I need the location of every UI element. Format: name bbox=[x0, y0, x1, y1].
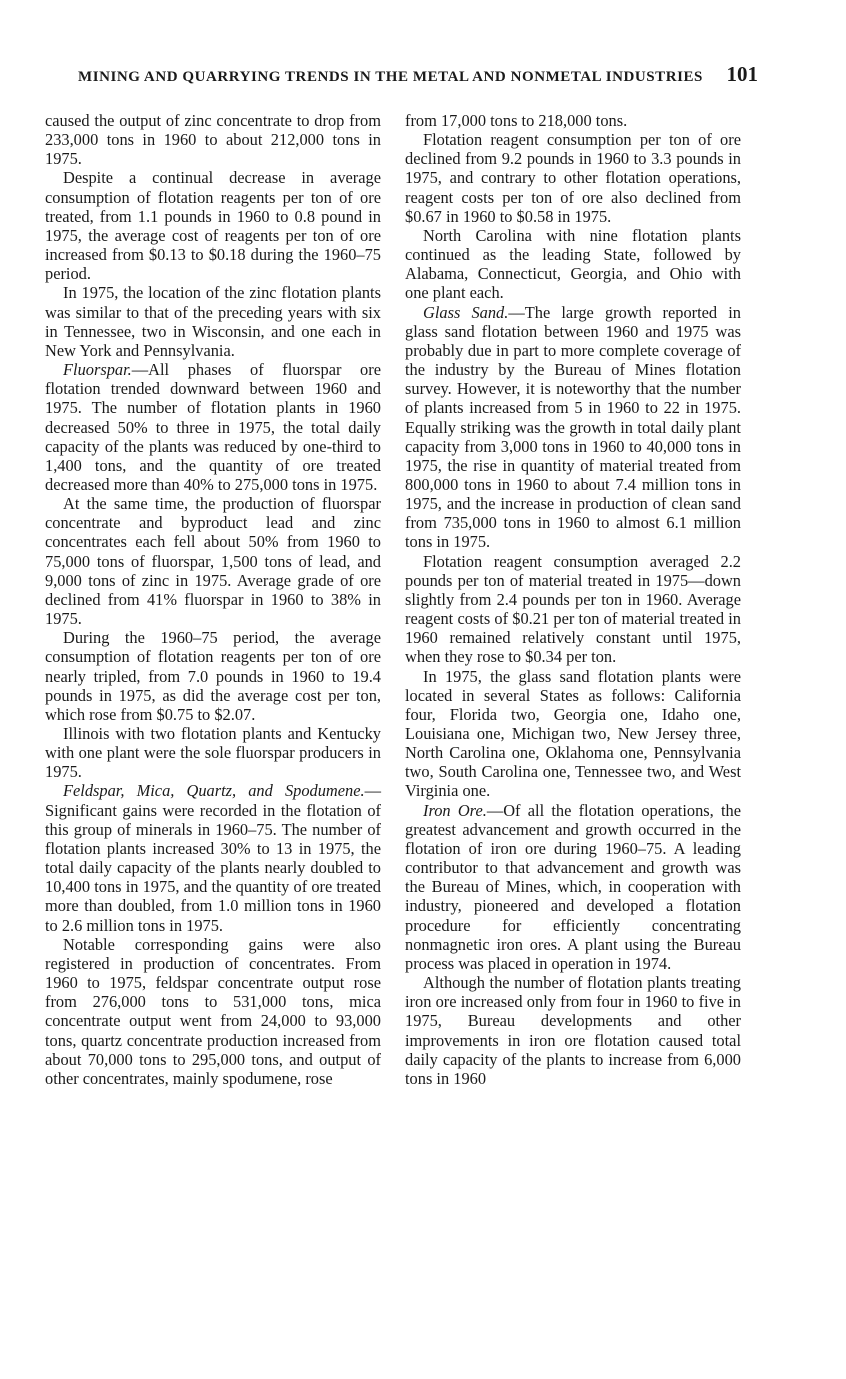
section-paragraph-iron-ore bbox=[405, 801, 741, 973]
paragraph: Flotation reagent consumption averaged 2.2 pounds per ton of material treated in 1975—down slightly from 2.4 pounds per ton in 1960. Average reagent costs of $0.21 per ton of material treated in 1960 remained relatively constant until 1975, when they rose to $0.34 per ton. bbox=[405, 551, 741, 667]
section-body-glass-sand: —The large growth reported in glass sand flotation between 1960 and 1975 was probably due in part to more complete coverage of the industry by the Bureau of Mines flotation survey. However, it is noteworthy that the number of plants increased from 5 in 1960 to 22 in 1975. Equally striking was the growth in total daily plant capacity from 3,000 tons in 1960 to 40,000 tons in 1975, the rise in quantity of material treated from 800,000 tons in 1960 to about 7.4 million tons in 1975, and the increase in production of clean sand from 735,000 tons in 1960 to almost 6.1 million tons in 1975. bbox=[405, 302, 741, 552]
left-column bbox=[45, 111, 381, 1088]
paragraph: Despite a continual decrease in average consumption of flotation reagents per ton of ore treated, from 1.1 pounds in 1960 to 0.8 pound in 1975, the average cost of reagents per ton of ore increased from $0.13 to $0.18 during the 1960–75 period. bbox=[45, 168, 381, 284]
section-paragraph-fluorspar bbox=[45, 360, 381, 494]
section-body-feldspar: —Significant gains were recorded in the flotation of this group of minerals in 1960–75. The number of flotation plants increased 30% to 13 in 1975, the total daily capacity of the plants nearly doubled to 10,400 tons in 1975, and the quantity of ore treated more than doubled, from 1.0 million tons in 1960 to 2.6 million tons in 1975. bbox=[45, 781, 381, 935]
section-heading-fluorspar: Fluorspar. bbox=[63, 360, 132, 380]
section-heading-feldspar: Feldspar, Mica, Quartz, and Spodumene. bbox=[63, 781, 365, 801]
paragraph: North Carolina with nine flotation plants continued as the leading State, followed by Alabama, Connecticut, Georgia, and Ohio with one plant each. bbox=[405, 225, 741, 303]
paragraph: Illinois with two flotation plants and Kentucky with one plant were the sole fluorspar producers in 1975. bbox=[45, 724, 381, 782]
paragraph: Notable corresponding gains were also registered in production of concentrates. From 1960 to 1975, feldspar concentrate output rose from 276,000 tons to 531,000 tons, mica concentrate output went from 24,000 to 93,000 tons, quartz concentrate production increased from about 70,000 tons to 295,000 tons, and output of other concentrates, mainly spodumene, rose bbox=[45, 934, 381, 1088]
section-paragraph-glass-sand bbox=[405, 303, 741, 552]
paragraph: Flotation reagent consumption per ton of ore declined from 9.2 pounds in 1960 to 3.3 pounds in 1975, and contrary to other flotation operations, reagent costs per ton of ore also declined from $0.67 in 1960 to $0.58 in 1975. bbox=[405, 130, 741, 226]
section-body-iron-ore: —Of all the flotation operations, the greatest advancement and growth occurred in the flotation of iron ore during 1960–75. A leading contributor to that advancement and growth was the Bureau of Mines, which, in cooperation with industry, pioneered and developed a flotation procedure for efficiently concentrating nonmagnetic iron ores. A plant using the Bureau process was placed in operation in 1974. bbox=[405, 800, 741, 973]
running-header bbox=[78, 62, 758, 88]
section-heading-iron-ore: Iron Ore. bbox=[423, 800, 487, 820]
paragraph: Although the number of flotation plants treating iron ore increased only from four in 1960 to five in 1975, Bureau developments and other improvements in iron ore flotation caused total daily capacity of the plants to increase from 6,000 tons in 1960 bbox=[405, 973, 741, 1088]
page-number: 101 bbox=[726, 62, 758, 86]
paragraph: In 1975, the location of the zinc flotation plants was similar to that of the preceding years with six in Tennessee, two in Wisconsin, and one each in New York and Pennsylvania. bbox=[45, 283, 381, 360]
paragraph: caused the output of zinc concentrate to drop from 233,000 tons in 1960 to about 212,000 tons in 1975. bbox=[45, 111, 381, 169]
right-column bbox=[405, 111, 741, 1088]
paragraph: At the same time, the production of fluorspar concentrate and byproduct lead and zinc concentrates each fell about 50% from 1960 to 75,000 tons of fluorspar, 1,500 tons of lead, and 9,000 tons of zinc in 1975. Average grade of ore declined from 41% fluorspar in 1960 to 38% in 1975. bbox=[45, 494, 381, 629]
section-paragraph-feldspar bbox=[45, 781, 381, 934]
paragraph: from 17,000 tons to 218,000 tons. bbox=[405, 111, 628, 130]
paragraph: During the 1960–75 period, the average consumption of flotation reagents per ton of ore nearly tripled, from 7.0 pounds in 1960 to 19.4 pounds in 1975, as did the average cost per ton, which rose from $0.75 to $2.07. bbox=[45, 628, 381, 724]
running-header-title: MINING AND QUARRYING TRENDS IN THE METAL AND NONMETAL INDUSTRIES bbox=[78, 69, 703, 85]
paragraph: In 1975, the glass sand flotation plants were located in several States as follows: California four, Florida two, Georgia one, Idaho one, Louisiana one, Michigan two, New Jersey three, North Carolina one, Oklahoma one, Pennsylvania two, South Carolina one, Tennessee two, and West Virginia one. bbox=[405, 666, 741, 801]
section-body-fluorspar: —All phases of fluorspar ore flotation trended downward between 1960 and 1975. The number of flotation plants in 1960 decreased 50% to three in 1975, the total daily capacity of the plants was reduced by one-third to 1,400 tons, and the quantity of ore treated decreased more than 40% to 275,000 tons in 1975. bbox=[45, 360, 381, 494]
section-heading-glass-sand: Glass Sand. bbox=[423, 302, 509, 322]
